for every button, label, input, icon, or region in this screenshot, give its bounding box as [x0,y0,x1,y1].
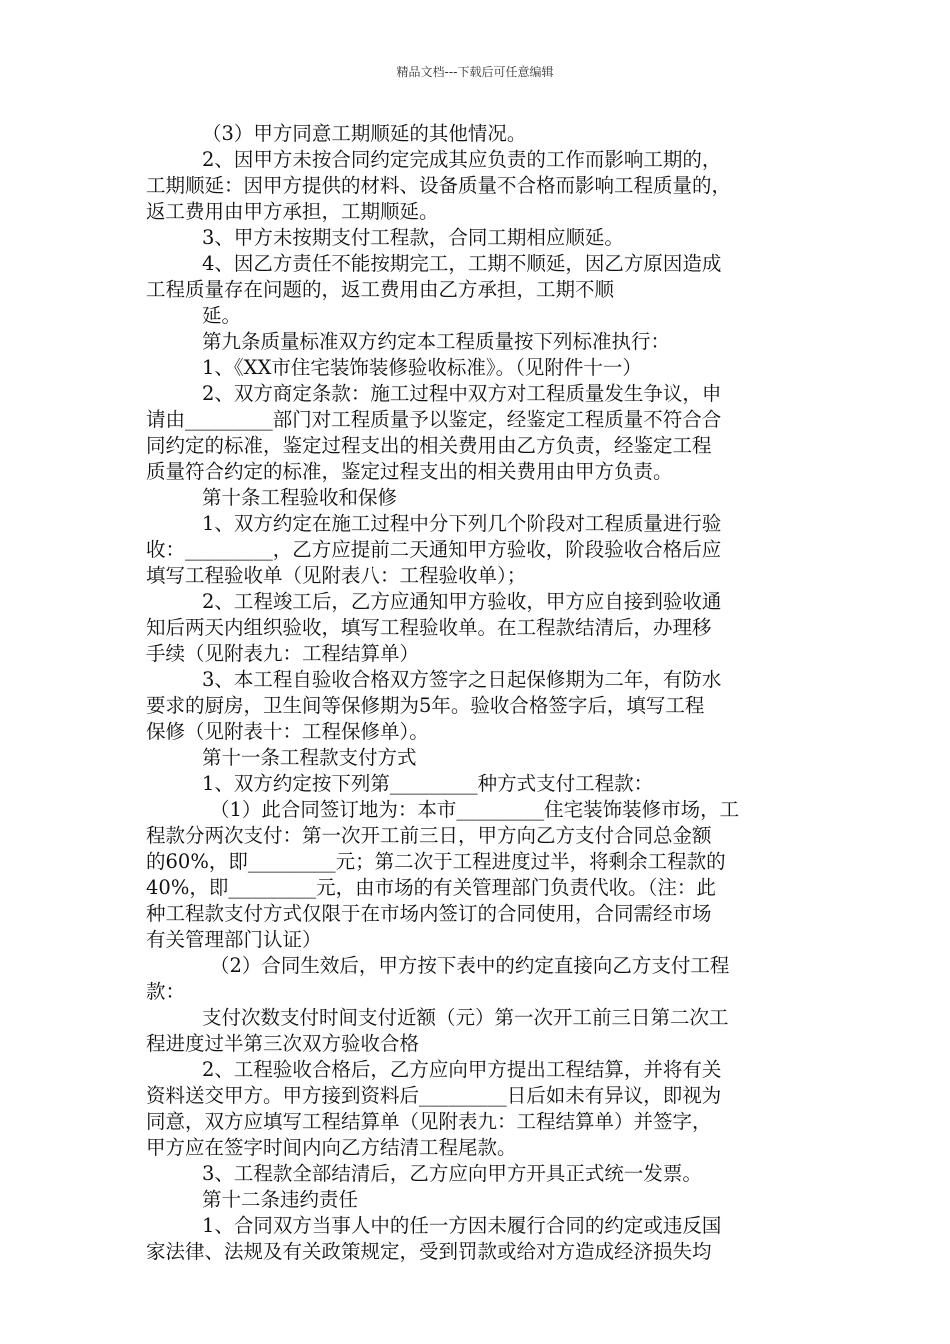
text-line: 工程质量存在问题的，返工费用由乙方承担，工期不顺 [146,278,615,301]
text-line: 2、因甲方未按合同约定完成其应负责的工作而影响工期的， [202,148,722,171]
text-line: 3、本工程自验收合格双方签字之日起保修期为二年，有防水 [202,668,722,691]
document-body [146,121,806,1265]
text-line: 要求的厨房，卫生间等保修期为5年。验收合格签字后，填写工程 [146,694,705,717]
text-line: （3）甲方同意工期顺延的其他情况。 [202,122,527,145]
text-line: （2）合同生效后，甲方按下表中的约定直接向乙方支付工程 [210,954,730,977]
text-line: 延。 [202,304,242,327]
text-line: 资料送交甲方。甲方接到资料后_________日后如未有异议，即视为 [146,1084,722,1107]
text-line: 3、工程款全部结清后，乙方应向甲方开具正式统一发票。 [202,1162,702,1185]
text-line: 2、工程竣工后，乙方应通知甲方验收，甲方应自接到验收通 [202,590,722,613]
text-line: 返工费用由甲方承担，工期顺延。 [146,200,439,223]
text-line: 款： [146,980,186,1003]
text-line: 支付次数支付时间支付近额（元）第一次开工前三日第二次工 [202,1006,729,1029]
text-line: 请由_________部门对工程质量予以鉴定，经鉴定工程质量不符合合 [146,408,722,431]
text-line: 甲方应在签字时间内向乙方结清工程尾款。 [146,1136,517,1159]
section-heading: 第十条工程验收和保修 [202,486,398,509]
text-line: 手续（见附表九：工程结算单） [146,642,420,665]
section-heading: 第十一条工程款支付方式 [202,746,417,769]
section-heading: 第十二条违约责任 [202,1188,359,1211]
text-line: 1、《XX市住宅装饰装修验收标准》。（见附件十一） [202,356,642,379]
text-line: 有关管理部门认证） [146,928,322,951]
text-line: 2、双方商定条款：施工过程中双方对工程质量发生争议，申 [202,382,722,405]
text-line: 的60%，即_________元；第二次于工程进度过半，将剩余工程款的 [146,850,726,873]
text-line: 保修（见附表十：工程保修单）。 [146,720,429,743]
text-line: 1、双方约定按下列第_________种方式支付工程款： [202,772,654,795]
text-line: 同意，双方应填写工程结算单（见附表九：工程结算单）并签字， [146,1110,712,1133]
text-line: 40%，即_________元，由市场的有关管理部门负责代收。（注：此 [146,876,716,899]
text-line: 同约定的标准，鉴定过程支出的相关费用由乙方负责，经鉴定工程 [146,434,712,457]
text-line: 填写工程验收单（见附表八：工程验收单）； [146,564,527,587]
text-line: 知后两天内组织验收，填写工程验收单。在工程款结清后，办理移 [146,616,712,639]
page-header: 精品文档---下载后可任意编辑 [396,65,554,79]
text-line: 种工程款支付方式仅限于在市场内签订的合同使用，合同需经市场 [146,902,712,925]
text-line: （1）此合同签订地为：本市_________住宅装饰装修市场，工 [210,798,740,821]
text-line: 程进度过半第三次双方验收合格 [146,1032,420,1055]
text-line: 3、甲方未按期支付工程款，合同工期相应顺延。 [202,226,624,249]
text-line: 家法律、法规及有关政策规定，受到罚款或给对方造成经济损失均 [146,1240,712,1263]
text-line: 质量符合约定的标准，鉴定过程支出的相关费用由甲方负责。 [146,460,673,483]
text-line: 工期顺延：因甲方提供的材料、设备质量不合格而影响工程质量的， [146,174,732,197]
text-line: 程款分两次支付：第一次开工前三日，甲方向乙方支付合同总金额 [146,824,712,847]
text-line: 4、因乙方责任不能按期完工，工期不顺延，因乙方原因造成 [202,252,722,275]
section-heading: 第九条质量标准双方约定本工程质量按下列标准执行： [202,330,671,353]
text-line: 收：_________，乙方应提前二天通知甲方验收，阶段验收合格后应 [146,538,722,561]
text-line: 1、合同双方当事人中的任一方因未履行合同的约定或违反国 [202,1214,722,1237]
text-line: 2、工程验收合格后，乙方应向甲方提出工程结算，并将有关 [202,1058,722,1081]
text-line: 1、双方约定在施工过程中分下列几个阶段对工程质量进行验 [202,512,722,535]
